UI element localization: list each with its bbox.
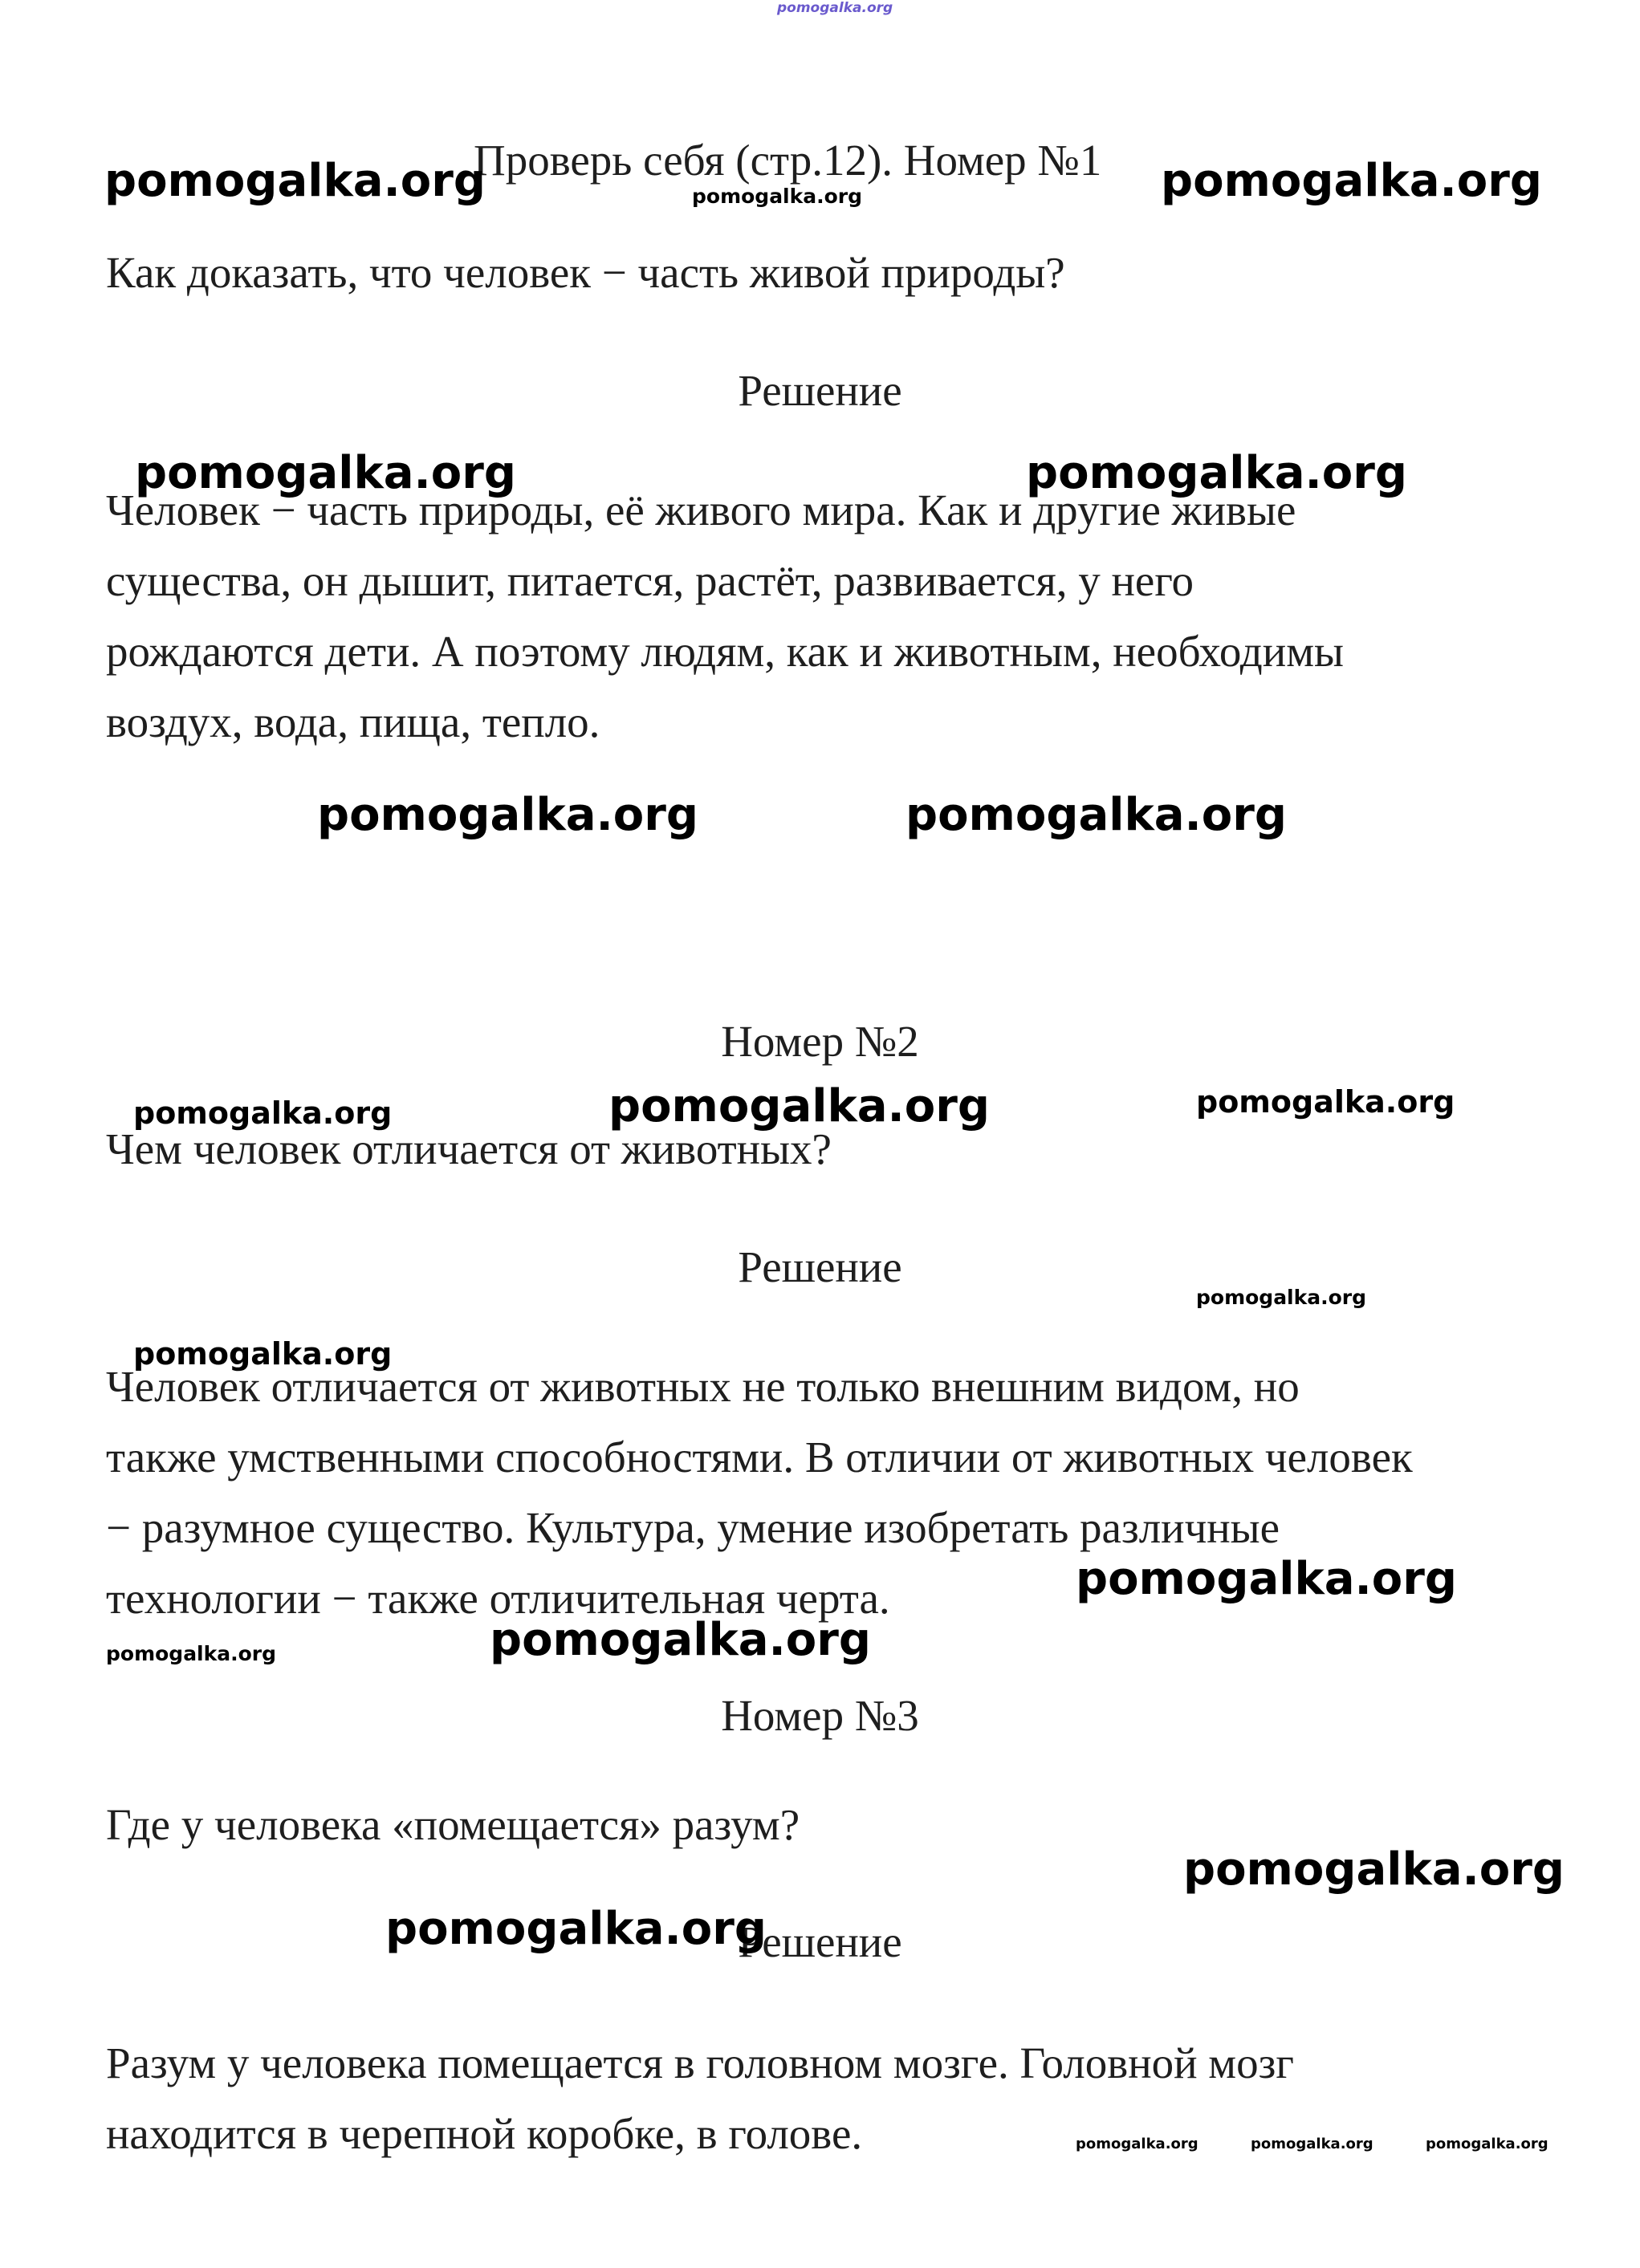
section-1-answer-line-2: существа, он дышит, питается, растёт, развивается, у него bbox=[106, 556, 1194, 605]
watermark: pomogalka.org bbox=[1196, 1084, 1455, 1120]
section-1-answer-line-1: Человек − часть природы, её живого мира. Как и другие живые bbox=[106, 486, 1296, 534]
section-3-question: Где у человека «помещается» разум? bbox=[106, 1800, 800, 1849]
section-1-title: Проверь себя (стр.12). Номер №1 bbox=[474, 136, 1102, 185]
section-2-answer-line-3: − разумное существо. Культура, умение изобретать различные bbox=[106, 1503, 1280, 1552]
watermark: pomogalka.org bbox=[133, 1095, 393, 1131]
section-2-answer-line-1: Человек отличается от животных не только внешним видом, но bbox=[106, 1362, 1300, 1411]
section-2-answer-line-2: также умственными способностями. В отличии от животных человек bbox=[106, 1433, 1413, 1482]
watermark: pomogalka.org bbox=[1426, 2136, 1548, 2152]
watermark: pomogalka.org bbox=[104, 155, 486, 207]
section-2-question: Чем человек отличается от животных? bbox=[106, 1124, 832, 1173]
watermark: pomogalka.org bbox=[317, 789, 698, 841]
section-3-solution-label: Решение bbox=[738, 1917, 902, 1966]
watermark: pomogalka.org bbox=[608, 1080, 990, 1132]
section-1-answer-line-3: рождаются дети. А поэтому людям, как и животным, необходимы bbox=[106, 627, 1344, 676]
watermark: pomogalka.org bbox=[490, 1614, 871, 1666]
watermark: pomogalka.org bbox=[692, 185, 863, 208]
top-watermark: pomogalka.org bbox=[777, 0, 893, 16]
section-1-solution-label: Решение bbox=[738, 366, 902, 415]
section-3-answer-line-2: находится в черепной коробке, в голове. bbox=[106, 2109, 863, 2158]
watermark: pomogalka.org bbox=[1183, 1843, 1565, 1896]
watermark: pomogalka.org bbox=[1161, 155, 1542, 207]
section-2-solution-label: Решение bbox=[738, 1242, 902, 1291]
section-2-answer-line-4: технологии − также отличительная черта. bbox=[106, 1574, 890, 1623]
section-3-title: Номер №3 bbox=[721, 1691, 919, 1740]
watermark: pomogalka.org bbox=[133, 1336, 393, 1372]
watermark: pomogalka.org bbox=[1076, 1553, 1457, 1605]
section-2-title: Номер №2 bbox=[721, 1017, 919, 1066]
watermark: pomogalka.org bbox=[135, 447, 516, 499]
watermark: pomogalka.org bbox=[106, 1642, 277, 1665]
section-1-question: Как доказать, что человек − часть живой природы? bbox=[106, 248, 1065, 297]
watermark: pomogalka.org bbox=[1251, 2136, 1373, 2152]
watermark: pomogalka.org bbox=[385, 1903, 767, 1955]
section-1-answer-line-4: воздух, вода, пища, тепло. bbox=[106, 697, 600, 746]
watermark: pomogalka.org bbox=[1026, 447, 1407, 499]
watermark: pomogalka.org bbox=[1076, 2136, 1198, 2152]
watermark: pomogalka.org bbox=[1196, 1286, 1367, 1309]
watermark: pomogalka.org bbox=[905, 789, 1287, 841]
section-3-answer-line-1: Разум у человека помещается в головном мозге. Головной мозг bbox=[106, 2038, 1294, 2087]
